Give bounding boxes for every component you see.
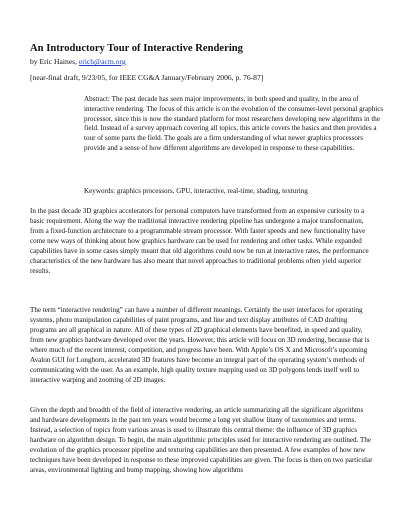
body-paragraph-2: The term “interactive rendering” can have a number of different meanings. Certainly the user interfaces for operating systems, photo manipulation capabilities of paint programs, and line and text display attributes of CAD drafting programs are all graphical in nature. All of these types of 2D graphical elements have benefited, in speed and quality, from new graphics hardware developed over the years. However, this article will focus on 3D rendering, because that is where much of the recent interest, competition, and progress have been. With Apple’s OS X and Microsoft’s upcoming Avalon GUI for Longhorn, accelerated 3D features have become an integral part of the operating system’s methods of communicating with the user. As an example, high quality texture mapping used on 3D polygons lends itself well to interactive warping and zooming of 2D images. xyxy=(30,306,370,384)
author-email-link[interactable]: erich@acm.org xyxy=(78,57,126,66)
author-name: by Eric Haines, xyxy=(30,57,79,66)
abstract: Abstract: The past decade has seen major improvements, in both speed and quality, in the area of interactive rendering. The focus of this article is on the evolution of the consumer-level personal graphics processor, since this is now the standard platform for most researchers developing new algorithms in the field. Instead of a survey approach covering all topics, this article covers the basics and then provides a tour of some parts the field. The goals are a firm understanding of what newer graphics processors provide and a sense of how different algorithms are developed in response to these capabilities. xyxy=(84,95,384,152)
keywords: Keywords: graphics processors, GPU, interactive, real-time, shading, texturing xyxy=(84,187,308,195)
paper-title: An Introductory Tour of Interactive Rendering xyxy=(30,43,243,54)
draft-note: [near-final draft, 9/23/05, for IEEE CG&A January/February 2006, p. 76-87] xyxy=(30,73,264,82)
body-paragraph-3: Given the depth and breadth of the field of interactive rendering, an article summarizing all the significant algorithms and hardware developments in the past ten years would become a long yet shallow litany of taxonomies and terms. Instead, a selection of topics from various areas is used to illustrate this central theme: the influence of 3D graphics hardware on algorithm design. To begin, the main algorithmic principles used for interactive rendering are outlined. The evolution of the graphics processor pipeline and texturing capabilities are then presented. A few examples of how new techniques have been developed in response to these improved capabilities are given. The focus is then on two particular areas, environmental lighting and bump mapping, showing how algorithms xyxy=(30,406,373,474)
body-paragraph-1: In the past decade 3D graphics accelerators for personal computers have transformed from an expensive curiosity to a basic requirement. Along the way the traditional interactive rendering pipeline has undergone a major transformation, from a fixed-function architecture to a programmable stream processor. With faster speeds and new functionality have come new ways of thinking about how graphics hardware can be used for rendering and other tasks. While expanded capabilities have in some cases simply meant that old algorithms could now be run at interactive rates, the performance characteristics of the new hardware has also meant that novel approaches to traditional problems often yield superior results. xyxy=(30,207,369,275)
byline xyxy=(30,57,126,66)
